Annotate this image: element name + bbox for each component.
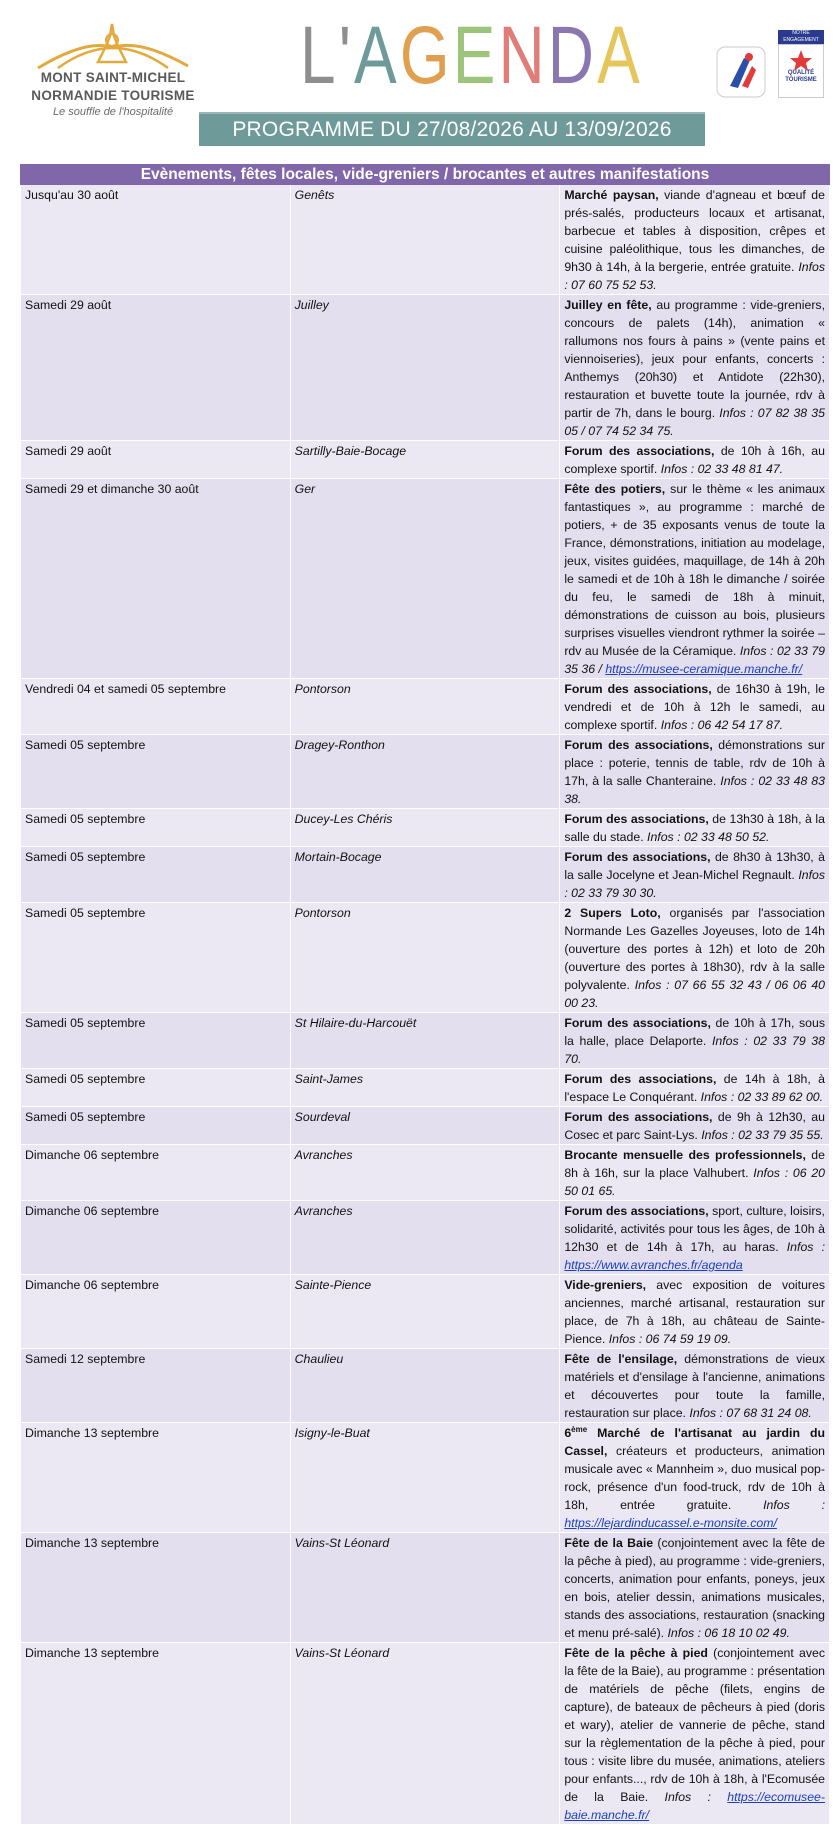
event-infos: Infos : 07 66 55 32 43 / 06 06 40 00 23. bbox=[564, 978, 825, 1010]
event-title bbox=[564, 1148, 806, 1162]
agenda-letter: A bbox=[354, 10, 400, 101]
event-place: Pontorson bbox=[290, 679, 560, 735]
agenda-letter: D bbox=[547, 10, 598, 101]
event-title bbox=[564, 1352, 677, 1366]
event-link[interactable]: https://musee-ceramique.manche.fr/ bbox=[605, 662, 803, 676]
event-text: de 10h à 16h, au complexe sportif. bbox=[564, 444, 825, 476]
event-place: Saint-James bbox=[290, 1069, 560, 1107]
table-row bbox=[21, 1201, 830, 1275]
event-date: Samedi 29 août bbox=[21, 441, 291, 479]
event-title-text: Fête de la pêche à pied bbox=[564, 1646, 708, 1660]
event-infos: Infos : 07 82 38 35 05 / 07 74 52 34 75. bbox=[564, 406, 825, 438]
event-text: au programme : vide-greniers, concours de palets (14h), animation « rallumons nos fours à pains » (vente pains et viennoiseries), jeux pour enfants, concerts : Anthemys (20h30) et Antidote (22h30), restauration et buvette toute la journée, rdv à partir de 7h, dans le bourg. bbox=[564, 298, 825, 420]
event-infos: Infos : 02 33 48 83 38. bbox=[564, 774, 825, 806]
event-title bbox=[564, 1016, 711, 1030]
event-title-text: Forum des associations, bbox=[564, 1016, 711, 1030]
event-title-text: Forum des associations, bbox=[564, 444, 715, 458]
table-row bbox=[21, 735, 830, 809]
event-text: de 13h30 à 18h, à la salle du stade. bbox=[564, 812, 825, 844]
event-title bbox=[564, 1204, 708, 1218]
table-heading: Evènements, fêtes locales, vide-greniers / brocantes et autres manifestations bbox=[21, 165, 830, 185]
event-place: Juilley bbox=[290, 295, 560, 441]
event-title-text: Fête de l'ensilage, bbox=[564, 1352, 678, 1366]
event-link[interactable]: https://www.avranches.fr/agenda bbox=[564, 1258, 743, 1272]
event-title bbox=[564, 188, 658, 202]
event-place: Pontorson bbox=[290, 903, 560, 1013]
event-description bbox=[560, 1275, 830, 1349]
event-infos: Infos : bbox=[786, 1240, 825, 1254]
event-description bbox=[560, 295, 830, 441]
event-place: Ger bbox=[290, 479, 560, 679]
event-title bbox=[564, 1110, 712, 1124]
event-date: Samedi 05 septembre bbox=[21, 1013, 291, 1069]
event-description bbox=[560, 1423, 830, 1533]
event-description bbox=[560, 809, 830, 847]
event-place: St Hilaire-du-Harcouët bbox=[290, 1013, 560, 1069]
table-row bbox=[21, 1069, 830, 1107]
event-place: Ducey-Les Chéris bbox=[290, 809, 560, 847]
event-text: sur le thème « les animaux fantastiques », au programme : marché de potiers, + de 35 exposants venus de toute la France, démonstrations, initiation au modelage, jeux, visites guidées, maquillage, de 14h à 20h le samedi et de 10h à 18h le dimanche / soirée du feu, le samedi de 18h à minuit, démonstrations de cuisson au bois, plusieurs surprises visuelles viendront rythmer la soirée – rdv au Musée de la Céramique. bbox=[564, 482, 825, 658]
event-text: sport, culture, loisirs, solidarité, activités pour tous les âges, de 10h à 12h30 et de 14h à 17h, au haras. bbox=[564, 1204, 825, 1254]
event-text: avec exposition de voitures anciennes, marché artisanal, restauration sur place, de 7h à 18h, au château de Sainte-Pience. bbox=[564, 1278, 825, 1346]
event-title bbox=[564, 1278, 646, 1292]
event-infos: Infos : 02 33 48 50 52. bbox=[647, 830, 770, 844]
event-place: Vains-St Léonard bbox=[290, 1533, 560, 1643]
event-infos: Infos : 06 20 50 01 65. bbox=[564, 1166, 825, 1198]
table-row bbox=[21, 1145, 830, 1201]
table-row bbox=[21, 903, 830, 1013]
event-infos: Infos : 02 33 89 62 00. bbox=[700, 1090, 824, 1104]
event-description bbox=[560, 1107, 830, 1145]
event-date: Samedi 05 septembre bbox=[21, 735, 291, 809]
event-title-ordinal: ème bbox=[571, 1424, 588, 1434]
event-description bbox=[560, 1013, 830, 1069]
event-title-text: Forum des associations, bbox=[564, 682, 712, 696]
table-row bbox=[21, 1013, 830, 1069]
event-title-text: Forum des associations, bbox=[564, 1110, 713, 1124]
table-row bbox=[21, 1275, 830, 1349]
event-title-text: Brocante mensuelle des professionnels, bbox=[564, 1148, 806, 1162]
event-text: de 9h à 12h30, au Cosec et parc Saint-Lys. bbox=[564, 1110, 825, 1142]
abbey-logo-icon bbox=[28, 18, 198, 73]
table-row bbox=[21, 1643, 830, 1825]
event-text: de 8h à 16h, sur la place Valhubert. bbox=[564, 1148, 825, 1180]
event-date: Dimanche 13 septembre bbox=[21, 1423, 291, 1533]
badge-quality-label: QUALITÉ TOURISME bbox=[785, 70, 817, 83]
event-title bbox=[564, 444, 714, 458]
event-date: Vendredi 04 et samedi 05 septembre bbox=[21, 679, 291, 735]
agenda-title bbox=[300, 8, 643, 104]
programme-dates: PROGRAMME DU 27/08/2026 AU 13/09/2026 bbox=[199, 112, 705, 146]
qualite-tourisme-badge bbox=[778, 30, 824, 98]
event-title-text: Vide-greniers, bbox=[564, 1278, 647, 1292]
event-title bbox=[564, 482, 665, 496]
event-date: Samedi 29 août bbox=[21, 295, 291, 441]
event-infos: Infos : 02 33 79 35 36 / bbox=[564, 644, 826, 676]
event-description bbox=[560, 479, 830, 679]
event-text: (conjointement avec la fête de la pêche à pied), au programme : vide-greniers, concerts, animation pour enfants, poneys, jeux en bois, atelier dessin, animations musicales, stands des associations, restauration (snacking et menu pré-salé). bbox=[564, 1536, 825, 1640]
logo-line1: MONT SAINT-MICHEL bbox=[40, 70, 186, 85]
event-place: Chaulieu bbox=[290, 1349, 560, 1423]
agenda-letter: N bbox=[498, 10, 548, 101]
event-infos: Infos : 06 74 59 19 09. bbox=[608, 1332, 732, 1346]
event-text: de 8h30 à 13h30, à la salle Jocelyne et Jean-Michel Regnault. bbox=[564, 850, 825, 882]
event-infos: Infos : bbox=[664, 1790, 728, 1804]
event-infos: Infos : 06 18 10 02 49. bbox=[667, 1626, 790, 1640]
event-infos: Infos : 07 60 75 52 53. bbox=[564, 260, 825, 292]
event-description bbox=[560, 1533, 830, 1643]
event-infos: Infos : 02 33 79 30 30. bbox=[564, 868, 825, 900]
event-description bbox=[560, 1643, 830, 1825]
event-title-text: Fête des potiers, bbox=[564, 482, 666, 496]
event-title bbox=[564, 1646, 708, 1660]
event-date: Samedi 05 septembre bbox=[21, 847, 291, 903]
table-row bbox=[21, 295, 830, 441]
event-title-text: Juilley en fête, bbox=[564, 298, 652, 312]
event-description bbox=[560, 1201, 830, 1275]
agenda-letter: ' bbox=[338, 10, 355, 101]
event-date: Dimanche 13 septembre bbox=[21, 1643, 291, 1825]
event-title bbox=[564, 1536, 653, 1550]
table-row bbox=[21, 1107, 830, 1145]
tourism-label-icon bbox=[716, 46, 766, 98]
event-text: créateurs et producteurs, animation musicale avec « Mannheim », duo musical pop-rock, présence d'un food-truck, rdv de 10h à 18h, entrée gratuite. bbox=[564, 1444, 825, 1512]
event-title-text: Forum des associations, bbox=[564, 812, 709, 826]
event-title-text: Forum des associations, bbox=[564, 850, 711, 864]
event-text: (conjointement avec la fête de la Baie), au programme : présentation de matériels de pêche (filets, engins de capture), de bateaux de pêcheurs à pied (doris et wary), atelier de vannerie de pêche, stand sur la règlementation de la pêche à pied, pour tous : visite libre du musée, animations, ateliers pour enfants..., rdv de 10h à 18h, à l'Ecomusée de la Baie. bbox=[564, 1646, 825, 1804]
event-title bbox=[564, 682, 711, 696]
event-title-text: Forum des associations, bbox=[564, 1204, 709, 1218]
event-date: Dimanche 06 septembre bbox=[21, 1275, 291, 1349]
event-infos: Infos : 02 33 48 81 47. bbox=[660, 462, 784, 476]
event-description bbox=[560, 1145, 830, 1201]
event-date: Samedi 12 septembre bbox=[21, 1349, 291, 1423]
events-table bbox=[20, 164, 830, 1825]
event-place: Avranches bbox=[290, 1145, 560, 1201]
event-title-text: Forum des associations, bbox=[564, 738, 713, 752]
table-row bbox=[21, 679, 830, 735]
event-text: organisés par l'association Normande Les Gazelles Joyeuses, loto de 14h (ouverture des portes à 12h) et loto de 20h (ouverture des portes à 18h30), rdv à la salle polyvalente. bbox=[564, 906, 825, 992]
badge-engagement-label: NOTRE ENGAGEMENT bbox=[778, 30, 824, 44]
table-row bbox=[21, 185, 830, 295]
event-text: viande d'agneau et bœuf de prés-salés, producteurs locaux et artisanat, barbecue et tables à disposition, crêpes et cuisine paléolithique, tous les dimanches, de 9h30 à 14h, à la bergerie, entrée gratuite. bbox=[564, 188, 825, 274]
event-place: Vains-St Léonard bbox=[290, 1643, 560, 1825]
table-row bbox=[21, 1349, 830, 1423]
event-infos: Infos : 02 33 79 35 55. bbox=[701, 1128, 824, 1142]
event-description bbox=[560, 185, 830, 295]
event-text: démonstrations de vieux matériels et d'ensilage à l'ancienne, animations et découvertes pour toute la famille, restauration sur place. bbox=[564, 1352, 825, 1420]
event-title-text: 2 Supers Loto, bbox=[564, 906, 661, 920]
event-description bbox=[560, 679, 830, 735]
event-title bbox=[564, 738, 712, 752]
event-place: Genêts bbox=[290, 185, 560, 295]
event-link[interactable]: https://lejardinducassel.e-monsite.com/ bbox=[564, 1516, 777, 1530]
event-title-text: Fête de la Baie bbox=[564, 1536, 654, 1550]
event-place: Sourdeval bbox=[290, 1107, 560, 1145]
event-date: Samedi 05 septembre bbox=[21, 1069, 291, 1107]
event-title bbox=[564, 906, 660, 920]
event-infos: Infos : 07 68 31 24 08. bbox=[689, 1406, 812, 1420]
event-infos: Infos : 02 33 79 38 70. bbox=[564, 1034, 825, 1066]
event-infos: Infos : 06 42 54 17 87. bbox=[660, 718, 784, 732]
table-row bbox=[21, 441, 830, 479]
event-title-number: 6 bbox=[564, 1426, 572, 1440]
event-text: de 10h à 17h, sous la halle, place Delaporte. bbox=[564, 1016, 825, 1048]
event-title bbox=[564, 850, 710, 864]
event-description bbox=[560, 903, 830, 1013]
event-title-text: Marché paysan, bbox=[564, 188, 659, 202]
agenda-letter: G bbox=[399, 10, 453, 101]
event-date: Samedi 05 septembre bbox=[21, 1107, 291, 1145]
agenda-letter: L bbox=[300, 10, 339, 101]
mont-saint-michel-logo bbox=[28, 18, 198, 128]
agenda-letter: E bbox=[452, 10, 499, 101]
event-description bbox=[560, 1349, 830, 1423]
event-text: de 14h à 18h, à l'espace Le Conquérant. bbox=[564, 1072, 825, 1104]
event-description bbox=[560, 847, 830, 903]
table-row bbox=[21, 479, 830, 679]
event-date: Samedi 29 et dimanche 30 août bbox=[21, 479, 291, 679]
event-title-text: Marché de l'artisanat au jardin du Cassel, bbox=[564, 1426, 825, 1458]
event-place: Mortain-Bocage bbox=[290, 847, 560, 903]
event-date: Dimanche 13 septembre bbox=[21, 1533, 291, 1643]
event-date: Samedi 05 septembre bbox=[21, 903, 291, 1013]
event-infos: Infos : bbox=[763, 1498, 825, 1512]
event-date: Dimanche 06 septembre bbox=[21, 1145, 291, 1201]
event-place: Isigny-le-Buat bbox=[290, 1423, 560, 1533]
logo-tagline: Le souffle de l'hospitalité bbox=[52, 106, 174, 118]
table-row bbox=[21, 809, 830, 847]
event-link[interactable]: https://ecomusee-baie.manche.fr/ bbox=[564, 1790, 825, 1822]
table-row bbox=[21, 847, 830, 903]
event-description bbox=[560, 441, 830, 479]
event-place: Dragey-Ronthon bbox=[290, 735, 560, 809]
event-title bbox=[564, 1072, 716, 1086]
event-description bbox=[560, 735, 830, 809]
event-place: Sartilly-Baie-Bocage bbox=[290, 441, 560, 479]
table-row bbox=[21, 1423, 830, 1533]
event-title bbox=[564, 298, 651, 312]
table-row bbox=[21, 1533, 830, 1643]
page-header bbox=[0, 0, 840, 160]
event-date: Jusqu'au 30 août bbox=[21, 185, 291, 295]
event-date: Dimanche 06 septembre bbox=[21, 1201, 291, 1275]
logo-line2: NORMANDIE TOURISME bbox=[31, 88, 195, 103]
events-body bbox=[21, 185, 830, 1825]
event-title bbox=[564, 812, 708, 826]
event-text: démonstrations sur place : poterie, tennis de table, rdv de 10h à 17h, à la salle Chanteraine. bbox=[564, 738, 825, 788]
event-date: Samedi 05 septembre bbox=[21, 809, 291, 847]
agenda-letter: A bbox=[597, 10, 643, 101]
event-place: Avranches bbox=[290, 1201, 560, 1275]
event-description bbox=[560, 1069, 830, 1107]
event-text: de 16h30 à 19h, le vendredi et de 10h à 12h le samedi, au complexe sportif. bbox=[564, 682, 825, 732]
event-title-text: Forum des associations, bbox=[564, 1072, 717, 1086]
event-place: Sainte-Pience bbox=[290, 1275, 560, 1349]
